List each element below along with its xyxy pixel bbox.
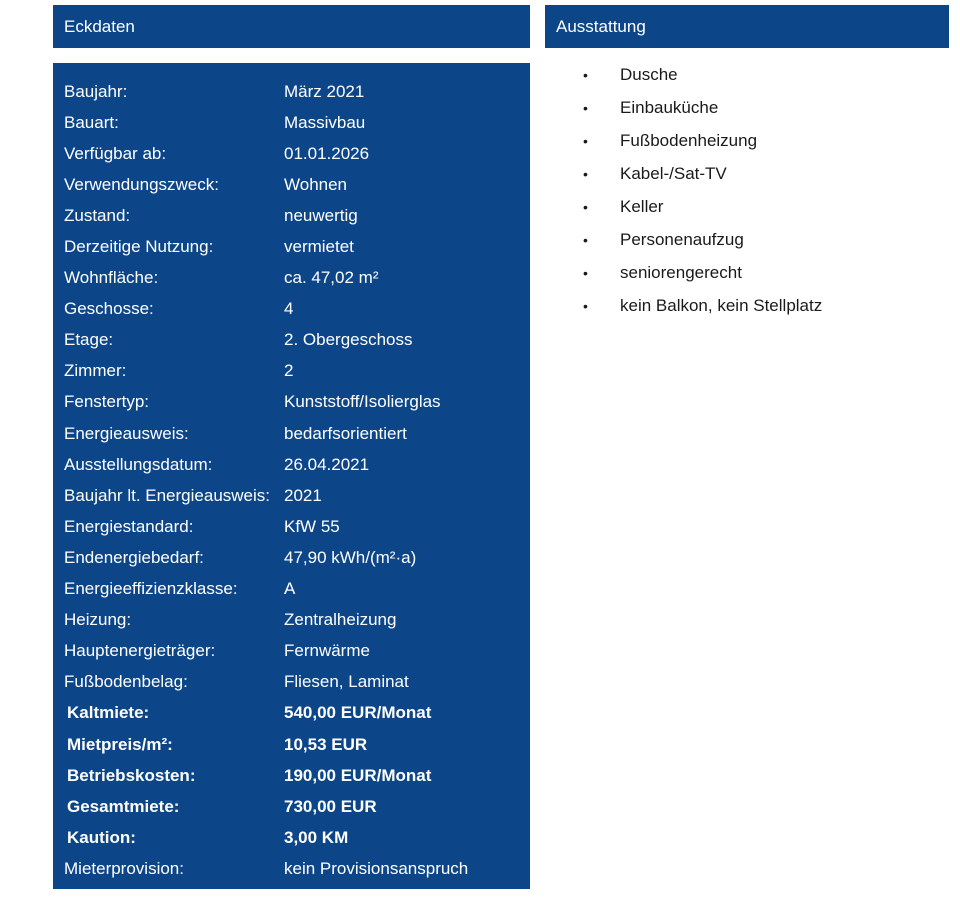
eckdaten-row bbox=[53, 263, 530, 294]
eckdaten-header bbox=[53, 5, 530, 48]
eckdaten-row-value: März 2021 bbox=[284, 81, 365, 101]
ausstattung-item bbox=[583, 91, 822, 124]
eckdaten-row bbox=[53, 853, 530, 884]
eckdaten-row-label: Baujahr lt. Energieausweis: bbox=[64, 485, 271, 505]
eckdaten-row-label: Mietpreis/m²: bbox=[67, 734, 173, 754]
eckdaten-row-value: vermietet bbox=[284, 237, 354, 257]
eckdaten-row-value: 2. Obergeschoss bbox=[284, 330, 413, 350]
bullet-icon: • bbox=[583, 265, 588, 282]
eckdaten-row bbox=[53, 822, 530, 853]
eckdaten-row-label: Energieeffizienzklasse: bbox=[64, 579, 238, 599]
ausstattung-item-label: seniorengerecht bbox=[620, 263, 742, 283]
ausstattung-item-label: Einbauküche bbox=[620, 97, 719, 117]
ausstattung-item bbox=[583, 290, 822, 323]
eckdaten-row-value: neuwertig bbox=[284, 205, 358, 225]
eckdaten-row bbox=[53, 356, 530, 387]
eckdaten-row bbox=[53, 200, 530, 231]
bullet-icon: • bbox=[583, 99, 588, 116]
eckdaten-row bbox=[53, 574, 530, 605]
eckdaten-row-value: 190,00 EUR/Monat bbox=[284, 765, 432, 785]
eckdaten-row bbox=[53, 760, 530, 791]
eckdaten-row bbox=[53, 480, 530, 511]
eckdaten-row-value: 4 bbox=[284, 299, 294, 319]
eckdaten-row bbox=[53, 605, 530, 636]
eckdaten-row-label: Fußbodenbelag: bbox=[64, 672, 188, 692]
ausstattung-item-label: Keller bbox=[620, 196, 664, 216]
eckdaten-row bbox=[53, 169, 530, 200]
ausstattung-item-label: kein Balkon, kein Stellplatz bbox=[620, 296, 823, 316]
ausstattung-item-label: Dusche bbox=[620, 64, 678, 84]
eckdaten-row-value: Kunststoff/Isolierglas bbox=[284, 392, 441, 412]
eckdaten-row bbox=[53, 449, 530, 480]
eckdaten-row-label: Energieausweis: bbox=[64, 423, 189, 443]
eckdaten-row-value: bedarfsorientiert bbox=[284, 423, 407, 443]
ausstattung-item-label: Kabel-/Sat-TV bbox=[620, 163, 727, 183]
eckdaten-row bbox=[53, 387, 530, 418]
eckdaten-row bbox=[53, 667, 530, 698]
eckdaten-row-value: 2 bbox=[284, 361, 294, 381]
eckdaten-row-value: 730,00 EUR bbox=[284, 796, 377, 816]
eckdaten-row-label: Derzeitige Nutzung: bbox=[64, 237, 214, 257]
ausstattung-item bbox=[583, 157, 822, 190]
eckdaten-row-value: kein Provisionsanspruch bbox=[284, 858, 469, 878]
eckdaten-row-label: Betriebskosten: bbox=[67, 765, 196, 785]
eckdaten-row-value: 3,00 KM bbox=[284, 827, 349, 847]
bullet-icon: • bbox=[583, 298, 588, 315]
eckdaten-row bbox=[53, 76, 530, 107]
eckdaten-row-label: Hauptenergieträger: bbox=[64, 641, 216, 661]
eckdaten-row-label: Verwendungszweck: bbox=[64, 174, 219, 194]
eckdaten-row-label: Kaltmiete: bbox=[67, 703, 150, 723]
eckdaten-row-label: Ausstellungsdatum: bbox=[64, 454, 213, 474]
ausstattung-title: Ausstattung bbox=[556, 16, 646, 36]
eckdaten-row bbox=[53, 294, 530, 325]
bullet-icon: • bbox=[583, 132, 588, 149]
eckdaten-row-label: Bauart: bbox=[64, 112, 119, 132]
eckdaten-row-value: 01.01.2026 bbox=[284, 143, 370, 163]
eckdaten-row-value: 2021 bbox=[284, 485, 322, 505]
eckdaten-row-label: Baujahr: bbox=[64, 81, 128, 101]
ausstattung-header bbox=[545, 5, 949, 48]
eckdaten-row-value: A bbox=[284, 579, 296, 599]
eckdaten-row-label: Kaution: bbox=[67, 827, 136, 847]
eckdaten-row-value: 10,53 EUR bbox=[284, 734, 368, 754]
eckdaten-row-label: Etage: bbox=[64, 330, 114, 350]
ausstattung-item bbox=[583, 124, 822, 157]
eckdaten-row-label: Zustand: bbox=[64, 205, 131, 225]
eckdaten-row-label: Wohnfläche: bbox=[64, 268, 159, 288]
ausstattung-item-label: Fußbodenheizung bbox=[620, 130, 758, 150]
eckdaten-row-value: Massivbau bbox=[284, 112, 366, 132]
ausstattung-item bbox=[583, 257, 822, 290]
eckdaten-row bbox=[53, 138, 530, 169]
eckdaten-row bbox=[53, 698, 530, 729]
eckdaten-row bbox=[53, 418, 530, 449]
eckdaten-row-label: Fenstertyp: bbox=[64, 392, 150, 412]
eckdaten-row-label: Geschosse: bbox=[64, 299, 154, 319]
ausstattung-item bbox=[583, 58, 822, 91]
eckdaten-row bbox=[53, 511, 530, 542]
eckdaten-row-label: Zimmer: bbox=[64, 361, 127, 381]
eckdaten-row bbox=[53, 636, 530, 667]
bullet-icon: • bbox=[583, 198, 588, 215]
eckdaten-row-label: Energiestandard: bbox=[64, 516, 194, 536]
eckdaten-title: Eckdaten bbox=[64, 16, 135, 36]
ausstattung-item bbox=[583, 190, 822, 223]
eckdaten-row bbox=[53, 107, 530, 138]
eckdaten-row-label: Gesamtmiete: bbox=[67, 796, 180, 816]
eckdaten-row-label: Endenergiebedarf: bbox=[64, 547, 204, 567]
eckdaten-row-value: KfW 55 bbox=[284, 516, 340, 536]
eckdaten-row-label: Verfügbar ab: bbox=[64, 143, 167, 163]
eckdaten-row bbox=[53, 325, 530, 356]
eckdaten-row-value: Fernwärme bbox=[284, 641, 370, 661]
ausstattung-list bbox=[583, 58, 822, 323]
eckdaten-row-value: Zentralheizung bbox=[284, 610, 397, 630]
eckdaten-row bbox=[53, 791, 530, 822]
eckdaten-row bbox=[53, 231, 530, 262]
eckdaten-panel bbox=[53, 63, 530, 889]
eckdaten-row-label: Heizung: bbox=[64, 610, 132, 630]
ausstattung-item bbox=[583, 223, 822, 256]
eckdaten-row-label: Mieterprovision: bbox=[64, 858, 184, 878]
bullet-icon: • bbox=[583, 232, 588, 249]
eckdaten-row-value: 540,00 EUR/Monat bbox=[284, 703, 432, 723]
eckdaten-row-value: Fliesen, Laminat bbox=[284, 672, 409, 692]
eckdaten-row-value: Wohnen bbox=[284, 174, 348, 194]
eckdaten-row bbox=[53, 729, 530, 760]
eckdaten-row bbox=[53, 542, 530, 573]
bullet-icon: • bbox=[583, 66, 588, 83]
eckdaten-row-value: 26.04.2021 bbox=[284, 454, 370, 474]
bullet-icon: • bbox=[583, 165, 588, 182]
ausstattung-item-label: Personenaufzug bbox=[620, 230, 744, 250]
eckdaten-row-value: 47,90 kWh/(m²·a) bbox=[284, 547, 417, 567]
eckdaten-row-value: ca. 47,02 m² bbox=[284, 268, 379, 288]
